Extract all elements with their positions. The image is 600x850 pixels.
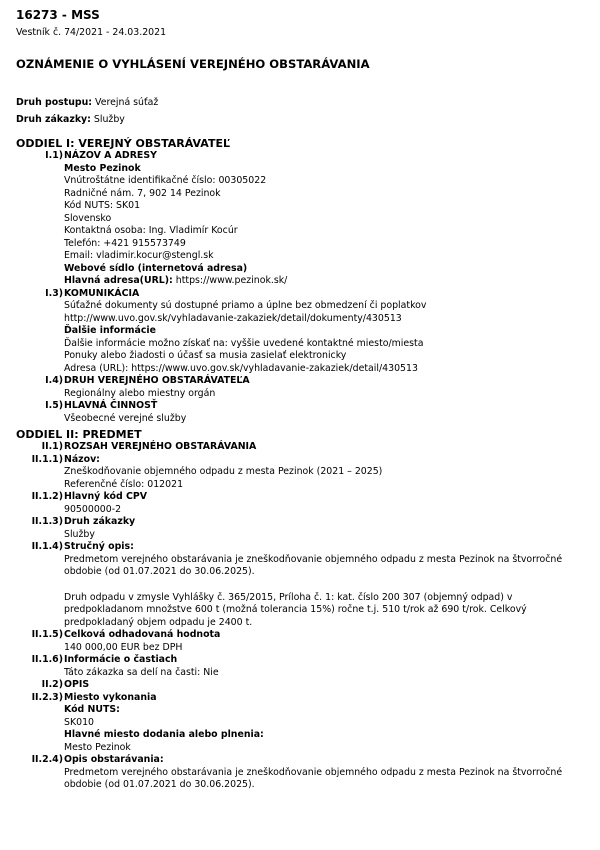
item-content (64, 400, 584, 425)
section-heading: ODDIEL II: PREDMET (16, 428, 142, 441)
authority-type: Regionálny alebo miestny orgán (64, 387, 216, 399)
contract-type-label: Druh zákazky: (16, 114, 91, 125)
document-id: 16273 - MSS (16, 8, 100, 22)
item-number: II.1.2) (31, 491, 63, 502)
item-number: I.3) (45, 287, 63, 299)
notice-title: OZNÁMENIE O VYHLÁSENÍ VEREJNÉHO OBSTARÁVANIA (16, 57, 370, 71)
item-heading: DRUH VEREJNÉHO OBSTARÁVATEĽA (64, 375, 250, 386)
nuts-code: Kód NUTS: SK01 (64, 200, 141, 211)
section-heading: ODDIEL I: VEREJNÝ OBSTARÁVATEĽ (16, 137, 230, 150)
procedure-meta (16, 97, 584, 125)
place-value: Mesto Pezinok (64, 741, 131, 753)
main-url-label: Hlavná adresa(URL): (64, 275, 173, 286)
cpv-code: 90500000-2 (64, 503, 122, 515)
section-item (16, 654, 584, 679)
item-heading: Názov: (64, 453, 100, 465)
item-heading: Druh zákazky (64, 516, 136, 527)
authority-address: Radničné nám. 7, 902 14 Pezinok (64, 187, 221, 199)
short-description: Predmetom verejného obstarávania je zneškodňovanie objemného odpadu z mesta Pezinok na štvorročné obdobie (od 01.07.2021 do 30.06.2025). (64, 553, 563, 577)
waste-description: Druh odpadu v zmysle Vyhlášky č. 365/2015, Príloha č. 1: kat. číslo 200 307 (objemný odpad) v predpokladanom množstve 600 t (možná tolerancia 15%) ročne t.j. 510 t/rok až 690 t/rok. Celkový predpokladaný objem odpadu je 2400 t. (64, 591, 527, 628)
more-info-heading: Ďalšie informácie (64, 325, 156, 336)
documents-availability: Súťažné dokumenty sú dostupné priamo a úplne bez obmedzení či poplatkov (64, 300, 427, 311)
submission-url[interactable]: Adresa (URL): https://www.uvo.gov.sk/vyhladavanie-zakaziek/detail/430513 (64, 362, 418, 374)
item-content (64, 692, 584, 755)
main-url-row (64, 275, 584, 288)
item-content (64, 629, 584, 654)
section-item (16, 454, 584, 492)
item-number: II.1.6) (31, 654, 63, 665)
email: Email: vladimir.kocur@stengl.sk (64, 250, 214, 261)
paragraph-gap (64, 579, 584, 592)
section-item (16, 516, 584, 541)
contract-type: Služby (64, 528, 95, 540)
item-content (64, 441, 584, 454)
item-number: II.1.5) (31, 629, 63, 640)
contract-type-value: Služby (93, 114, 125, 125)
item-content (64, 516, 584, 541)
contract-type-row (16, 114, 584, 125)
section-item (16, 491, 584, 516)
item-number: I.1) (45, 150, 63, 161)
section-item (16, 629, 584, 654)
item-content (64, 541, 584, 629)
section-item (16, 692, 584, 755)
contract-title: Zneškodňovanie objemného odpadu z mesta Pezinok (2021 – 2025) (64, 466, 383, 477)
item-number: I.5) (45, 400, 63, 411)
item-heading: Opis obstarávania: (64, 754, 164, 765)
country: Slovensko (64, 212, 112, 224)
item-content (64, 679, 584, 692)
item-heading: Celková odhadovaná hodnota (64, 629, 221, 640)
item-content (64, 654, 584, 679)
item-content (64, 454, 584, 492)
item-heading: HLAVNÁ ČINNOSŤ (64, 400, 158, 411)
procedure-label: Druh postupu: (16, 97, 93, 108)
item-number: II.2.3) (31, 691, 63, 703)
item-content (64, 288, 584, 376)
section-item (16, 441, 584, 454)
procedure-value: Verejná súťaž (95, 97, 159, 108)
submission-mode: Ponuky alebo žiadosti o účasť sa musia zasielať elektronicky (64, 350, 347, 361)
section-item (16, 150, 584, 288)
section-item (16, 679, 584, 692)
item-heading: Stručný opis: (64, 541, 134, 552)
section-item (16, 541, 584, 629)
item-number: II.1.3) (31, 516, 63, 527)
nuts-value: SK010 (64, 716, 94, 728)
main-url-link[interactable]: https://www.pezinok.sk/ (172, 275, 288, 286)
item-number: I.4) (45, 375, 63, 386)
contact-person: Kontaktná osoba: Ing. Vladimír Kocúr (64, 225, 238, 236)
item-heading: KOMUNIKÁCIA (64, 287, 140, 299)
section-item (16, 754, 584, 792)
website-heading: Webové sídlo (internetová adresa) (64, 262, 248, 274)
item-heading: Informácie o častiach (64, 654, 178, 665)
nuts-heading: Kód NUTS: (64, 704, 120, 715)
item-number: II.2) (41, 679, 63, 690)
item-heading: OPIS (64, 679, 90, 690)
section-item (16, 288, 584, 376)
bulletin-info: Vestník č. 74/2021 - 24.03.2021 (16, 27, 167, 38)
documents-url[interactable]: http://www.uvo.gov.sk/vyhladavanie-zakaziek/detail/dokumenty/430513 (64, 312, 402, 324)
estimated-value: 140 000,00 EUR bez DPH (64, 641, 183, 653)
item-heading: NÁZOV A ADRESY (64, 150, 157, 161)
more-info-contact: Ďalšie informácie možno získať na: vyššie uvedené kontaktné miesto/miesta (64, 337, 424, 349)
national-id: Vnútroštátne identifikačné číslo: 00305022 (64, 175, 267, 186)
item-content (64, 375, 584, 400)
item-number: II.1) (41, 441, 63, 452)
reference-number: Referenčné číslo: 012021 (64, 478, 184, 490)
place-heading: Hlavné miesto dodania alebo plnenia: (64, 729, 264, 740)
item-content (64, 491, 584, 516)
lots-info: Táto zákazka sa delí na časti: Nie (64, 666, 219, 678)
item-content (64, 150, 584, 288)
item-heading: Hlavný kód CPV (64, 491, 147, 502)
authority-name: Mesto Pezinok (64, 162, 141, 174)
item-number: II.1.1) (31, 453, 63, 465)
item-number: II.2.4) (31, 754, 63, 765)
main-activity: Všeobecné verejné služby (64, 412, 187, 424)
section-item (16, 375, 584, 400)
item-number: II.1.4) (31, 541, 63, 552)
procedure-row (16, 97, 584, 108)
procurement-description: Predmetom verejného obstarávania je zneškodňovanie objemného odpadu z mesta Pezinok na štvorročné obdobie (od 01.07.2021 do 30.06.2025). (64, 766, 563, 790)
item-heading: Miesto vykonania (64, 691, 157, 703)
phone: Telefón: +421 915573749 (64, 237, 186, 249)
item-content (64, 754, 584, 792)
item-heading: ROZSAH VEREJNÉHO OBSTARÁVANIA (64, 441, 257, 452)
section-item (16, 400, 584, 425)
